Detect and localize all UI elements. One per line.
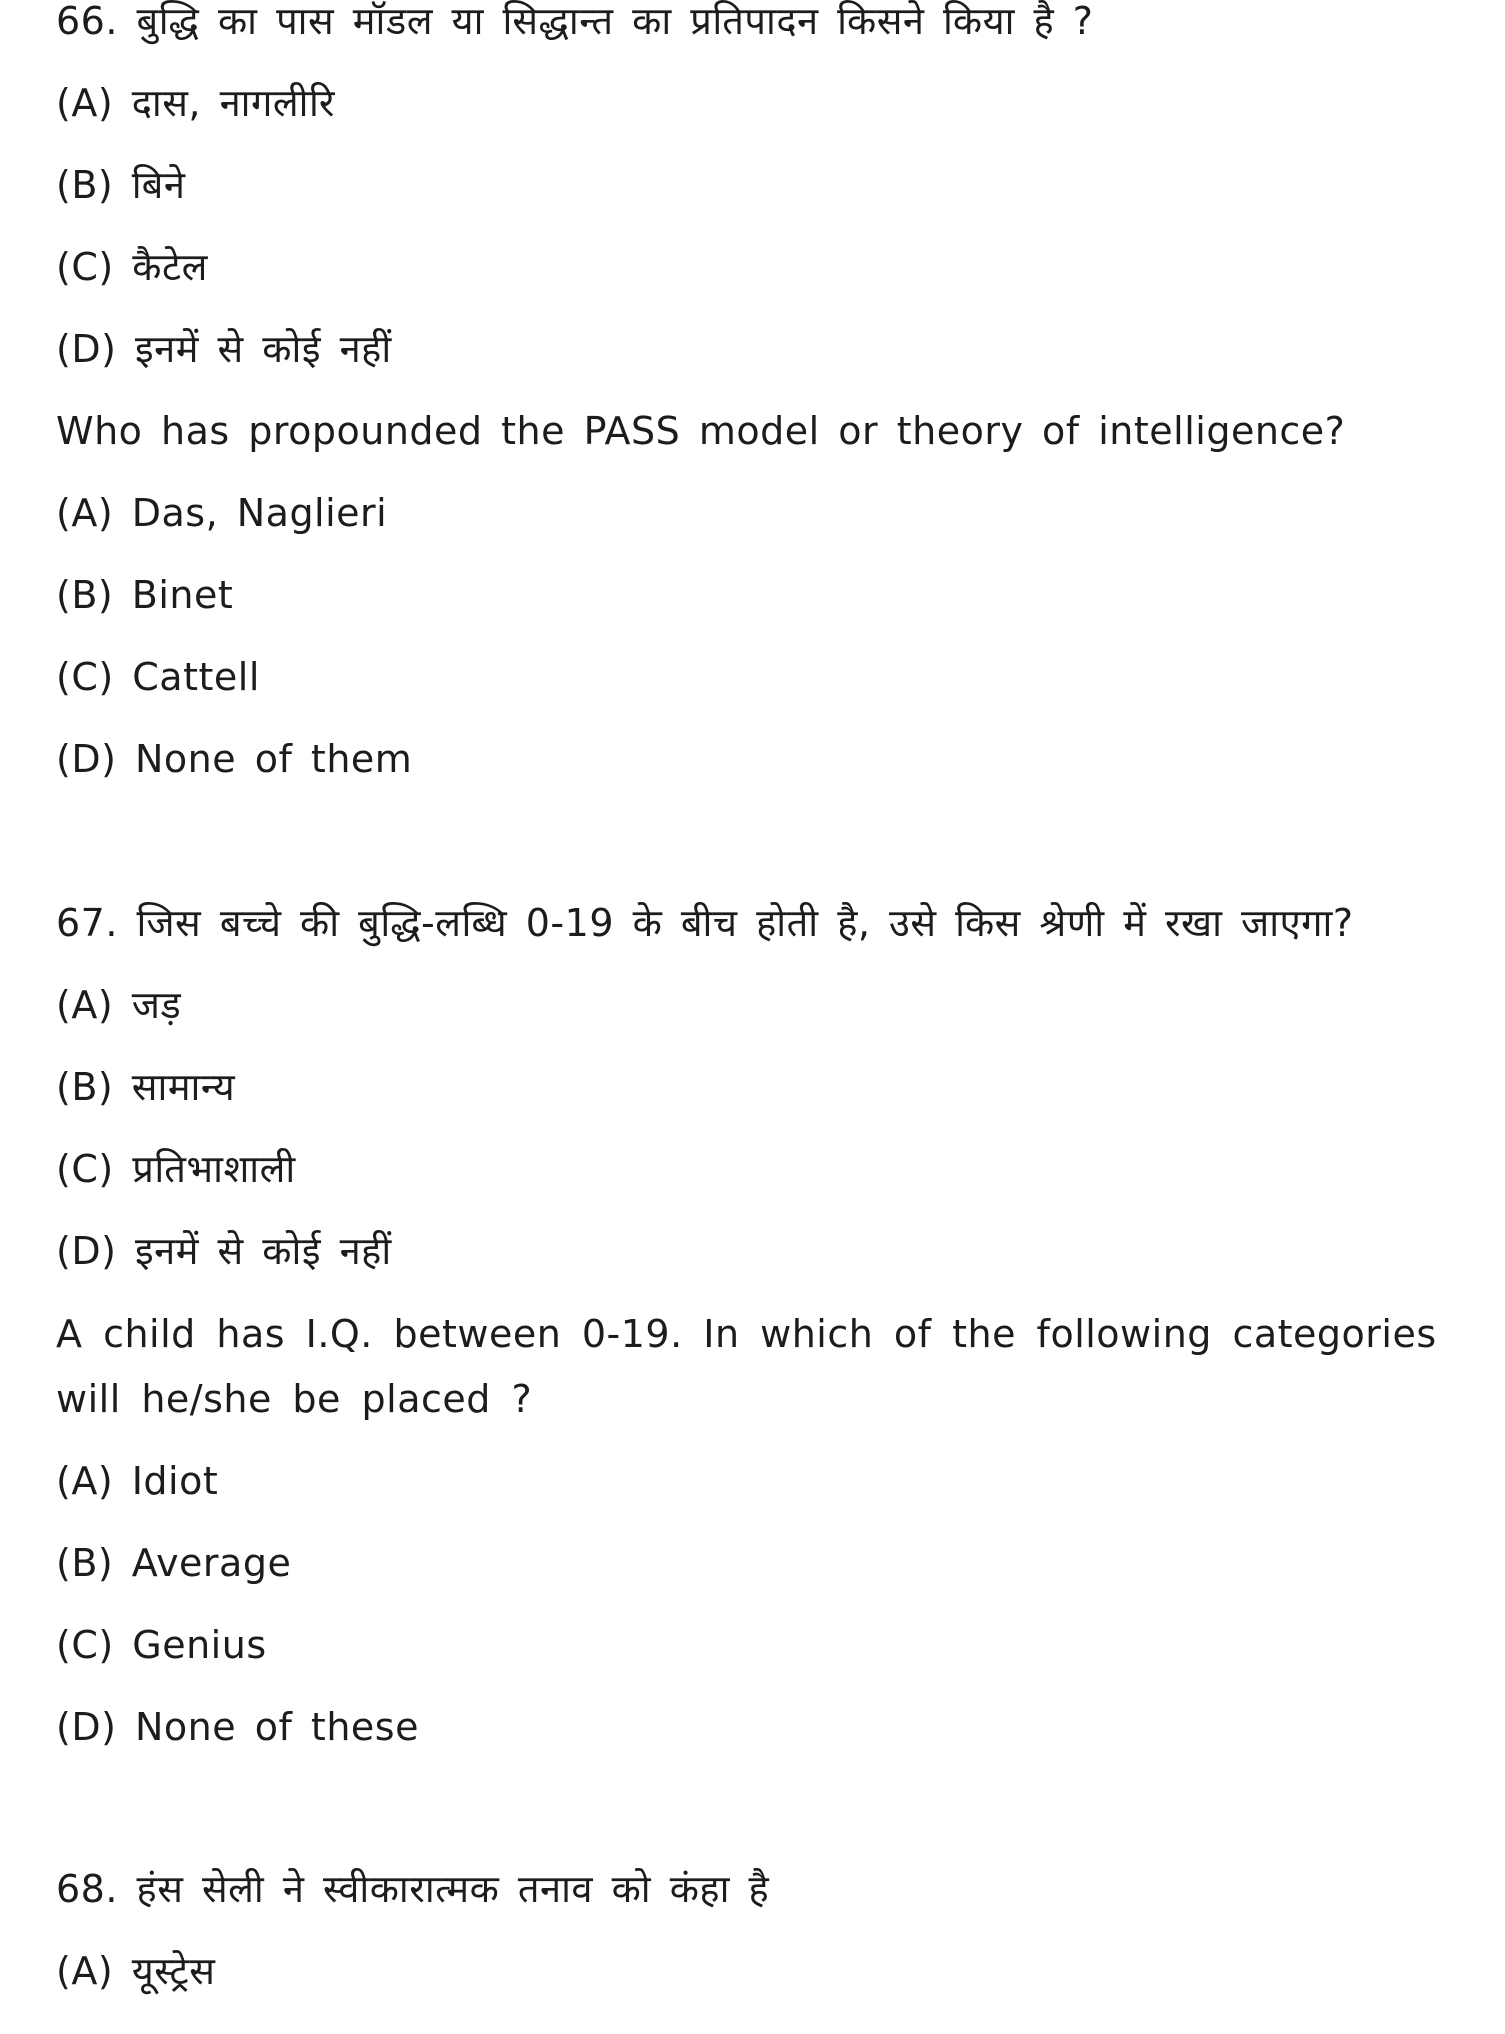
q67-english-option-b: (B) Average	[56, 1541, 292, 1585]
q66-hindi-option-d: (D) इनमें से कोई नहीं	[56, 327, 392, 371]
q66-english-option-b: (B) Binet	[56, 573, 234, 617]
q66-english-option-d: (D) None of them	[56, 737, 413, 781]
q66-hindi-option-c: (C) कैटेल	[56, 245, 208, 289]
q68-hindi-option-a: (A) यूस्ट्रेस	[56, 1949, 216, 1993]
q66-hindi-option-a: (A) दास, नागलीरि	[56, 81, 335, 125]
question-67-english: A child has I.Q. between 0-19. In which of the following categories will he/she be placed ?	[56, 1312, 1437, 1421]
question-66-english: Who has propounded the PASS model or theory of intelligence?	[56, 409, 1346, 453]
question-67-hindi: 67. जिस बच्चे की बुद्धि-लब्धि 0-19 के बीच होती है, उसे किस श्रेणी में रखा जाएगा?	[56, 901, 1354, 945]
q66-hindi-option-b: (B) बिने	[56, 163, 186, 207]
q67-english-option-d: (D) None of these	[56, 1705, 419, 1749]
q67-hindi-option-c: (C) प्रतिभाशाली	[56, 1147, 296, 1191]
q66-english-option-a: (A) Das, Naglieri	[56, 491, 388, 535]
q67-hindi-option-d: (D) इनमें से कोई नहीं	[56, 1229, 392, 1273]
q67-hindi-option-a: (A) जड़	[56, 983, 182, 1027]
question-66-hindi: 66. बुद्धि का पास मॉडल या सिद्धान्त का प्रतिपादन किसने किया है ?	[56, 0, 1094, 43]
q67-hindi-option-b: (B) सामान्य	[56, 1065, 236, 1109]
q67-english-option-c: (C) Genius	[56, 1623, 267, 1667]
q66-english-option-c: (C) Cattell	[56, 655, 260, 699]
question-68-hindi: 68. हंस सेली ने स्वीकारात्मक तनाव को कंहा है	[56, 1867, 770, 1911]
q67-english-option-a: (A) Idiot	[56, 1459, 219, 1503]
